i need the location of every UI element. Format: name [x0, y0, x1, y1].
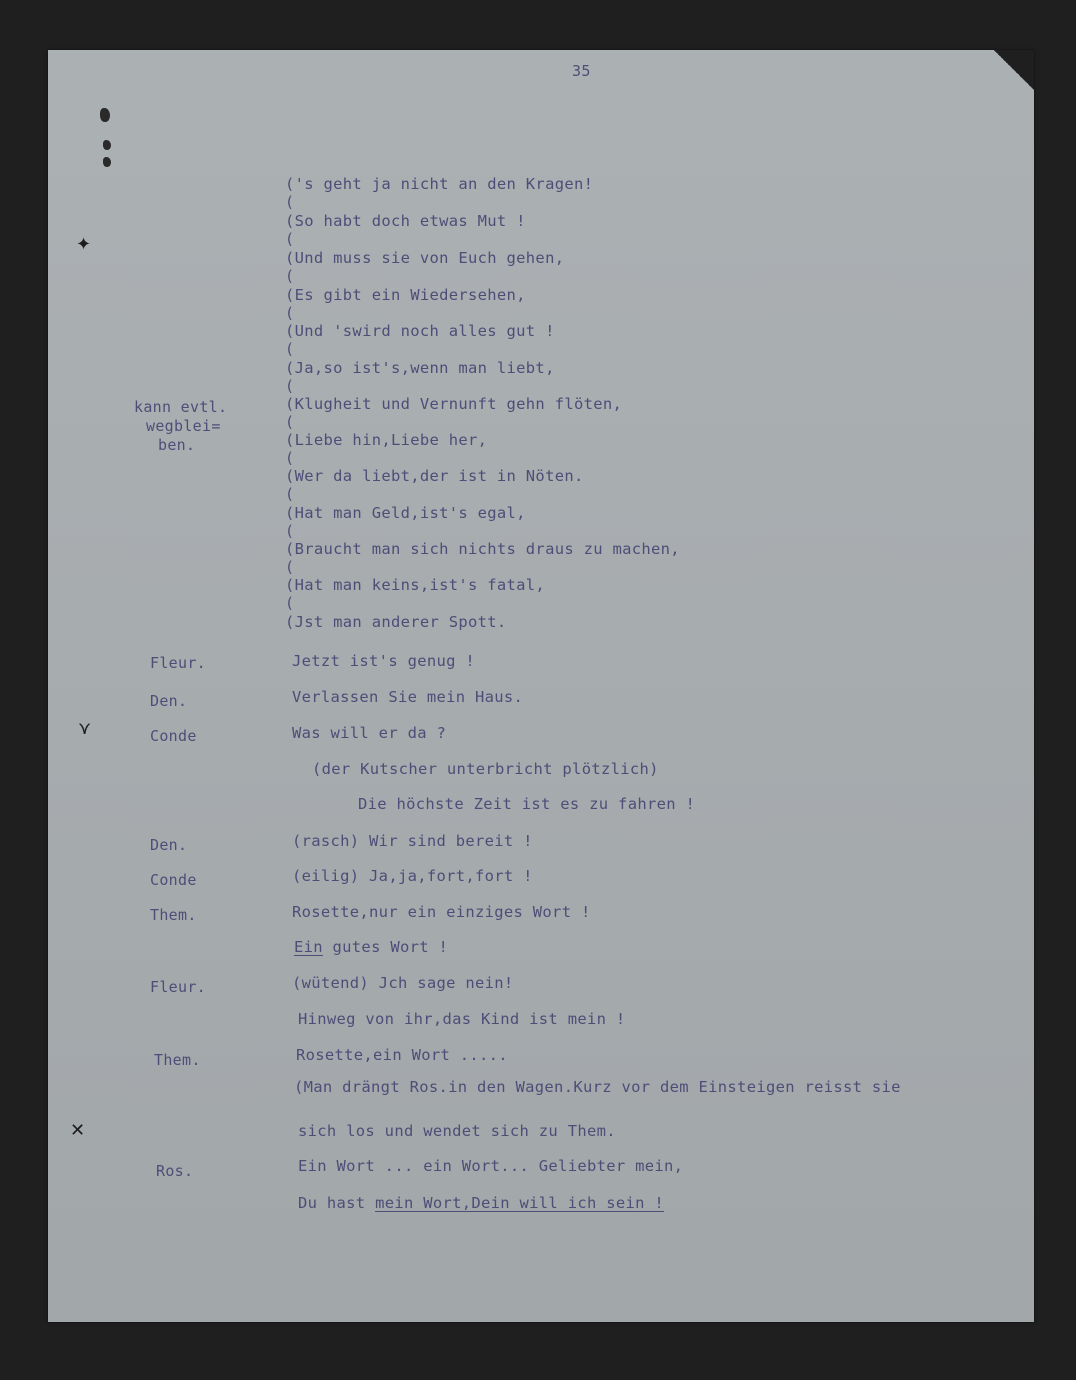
speaker-name: Them. [154, 1051, 201, 1069]
dialogue-line: Ein Wort ... ein Wort... Geliebter mein, [298, 1157, 684, 1175]
margin-note-line: kann evtl. [134, 398, 228, 416]
dialogue-line: (wütend) Jch sage nein! [292, 974, 514, 992]
dialogue-line: (eilig) Ja,ja,fort,fort ! [292, 867, 533, 885]
punch-hole [103, 157, 111, 167]
margin-note-line: wegblei= [146, 417, 221, 435]
speaker-name: Fleur. [150, 654, 206, 672]
torn-corner [994, 50, 1034, 90]
page-number: 35 [572, 62, 591, 80]
punch-hole [103, 140, 111, 150]
song-line: (So habt doch etwas Mut ! [285, 212, 526, 230]
speaker-name: Conde [150, 871, 197, 889]
song-line: (Hat man Geld,ist's egal, [285, 504, 526, 522]
dialogue-line: (rasch) Wir sind bereit ! [292, 832, 533, 850]
song-line: (Jst man anderer Spott. [285, 613, 507, 631]
speaker-name: Den. [150, 836, 188, 854]
dialogue-line: Du hast mein Wort,Dein will ich sein ! [298, 1194, 665, 1212]
dialogue-line: Verlassen Sie mein Haus. [292, 688, 524, 706]
song-line: (Und muss sie von Euch gehen, [285, 249, 565, 267]
song-line: (Liebe hin,Liebe her, [285, 431, 488, 449]
dialogue-line: Hinweg von ihr,das Kind ist mein ! [298, 1010, 626, 1028]
dialogue-line: Ein gutes Wort ! [294, 938, 449, 956]
dialogue-line: Die höchste Zeit ist es zu fahren ! [358, 795, 696, 813]
song-line: (Ja,so ist's,wenn man liebt, [285, 359, 555, 377]
song-line: ('s geht ja nicht an den Kragen! [285, 175, 594, 193]
speaker-name: Ros. [156, 1162, 194, 1180]
stage-direction: sich los und wendet sich zu Them. [298, 1122, 616, 1140]
stage-direction: (der Kutscher unterbricht plötzlich) [312, 760, 659, 778]
punch-hole [100, 108, 110, 122]
dialogue-line: Rosette,nur ein einziges Wort ! [292, 903, 591, 921]
song-line: (Wer da liebt,der ist in Nöten. [285, 467, 584, 485]
speaker-name: Them. [150, 906, 197, 924]
dialogue-line: Jetzt ist's genug ! [292, 652, 476, 670]
song-line: (Es gibt ein Wiedersehen, [285, 286, 526, 304]
song-line: (Braucht man sich nichts draus zu machen, [285, 540, 680, 558]
pin-mark-icon: ✕ [70, 1120, 86, 1141]
dialogue-line: Rosette,ein Wort ..... [296, 1046, 508, 1064]
song-line: (Und 'swird noch alles gut ! [285, 322, 555, 340]
song-line: (Hat man keins,ist's fatal, [285, 576, 546, 594]
pin-mark-icon: ✦ [76, 234, 92, 255]
margin-note-line: ben. [158, 436, 196, 454]
speaker-name: Den. [150, 692, 188, 710]
speaker-name: Fleur. [150, 978, 206, 996]
pin-mark-icon: ⋎ [78, 718, 92, 739]
speaker-name: Conde [150, 727, 197, 745]
margin-note [134, 398, 227, 455]
stage-direction: (Man drängt Ros.in den Wagen.Kurz vor dem Einsteigen reisst sie [294, 1078, 901, 1096]
song-line: (Klugheit und Vernunft gehn flöten, [285, 395, 623, 413]
dialogue-line: Was will er da ? [292, 724, 447, 742]
